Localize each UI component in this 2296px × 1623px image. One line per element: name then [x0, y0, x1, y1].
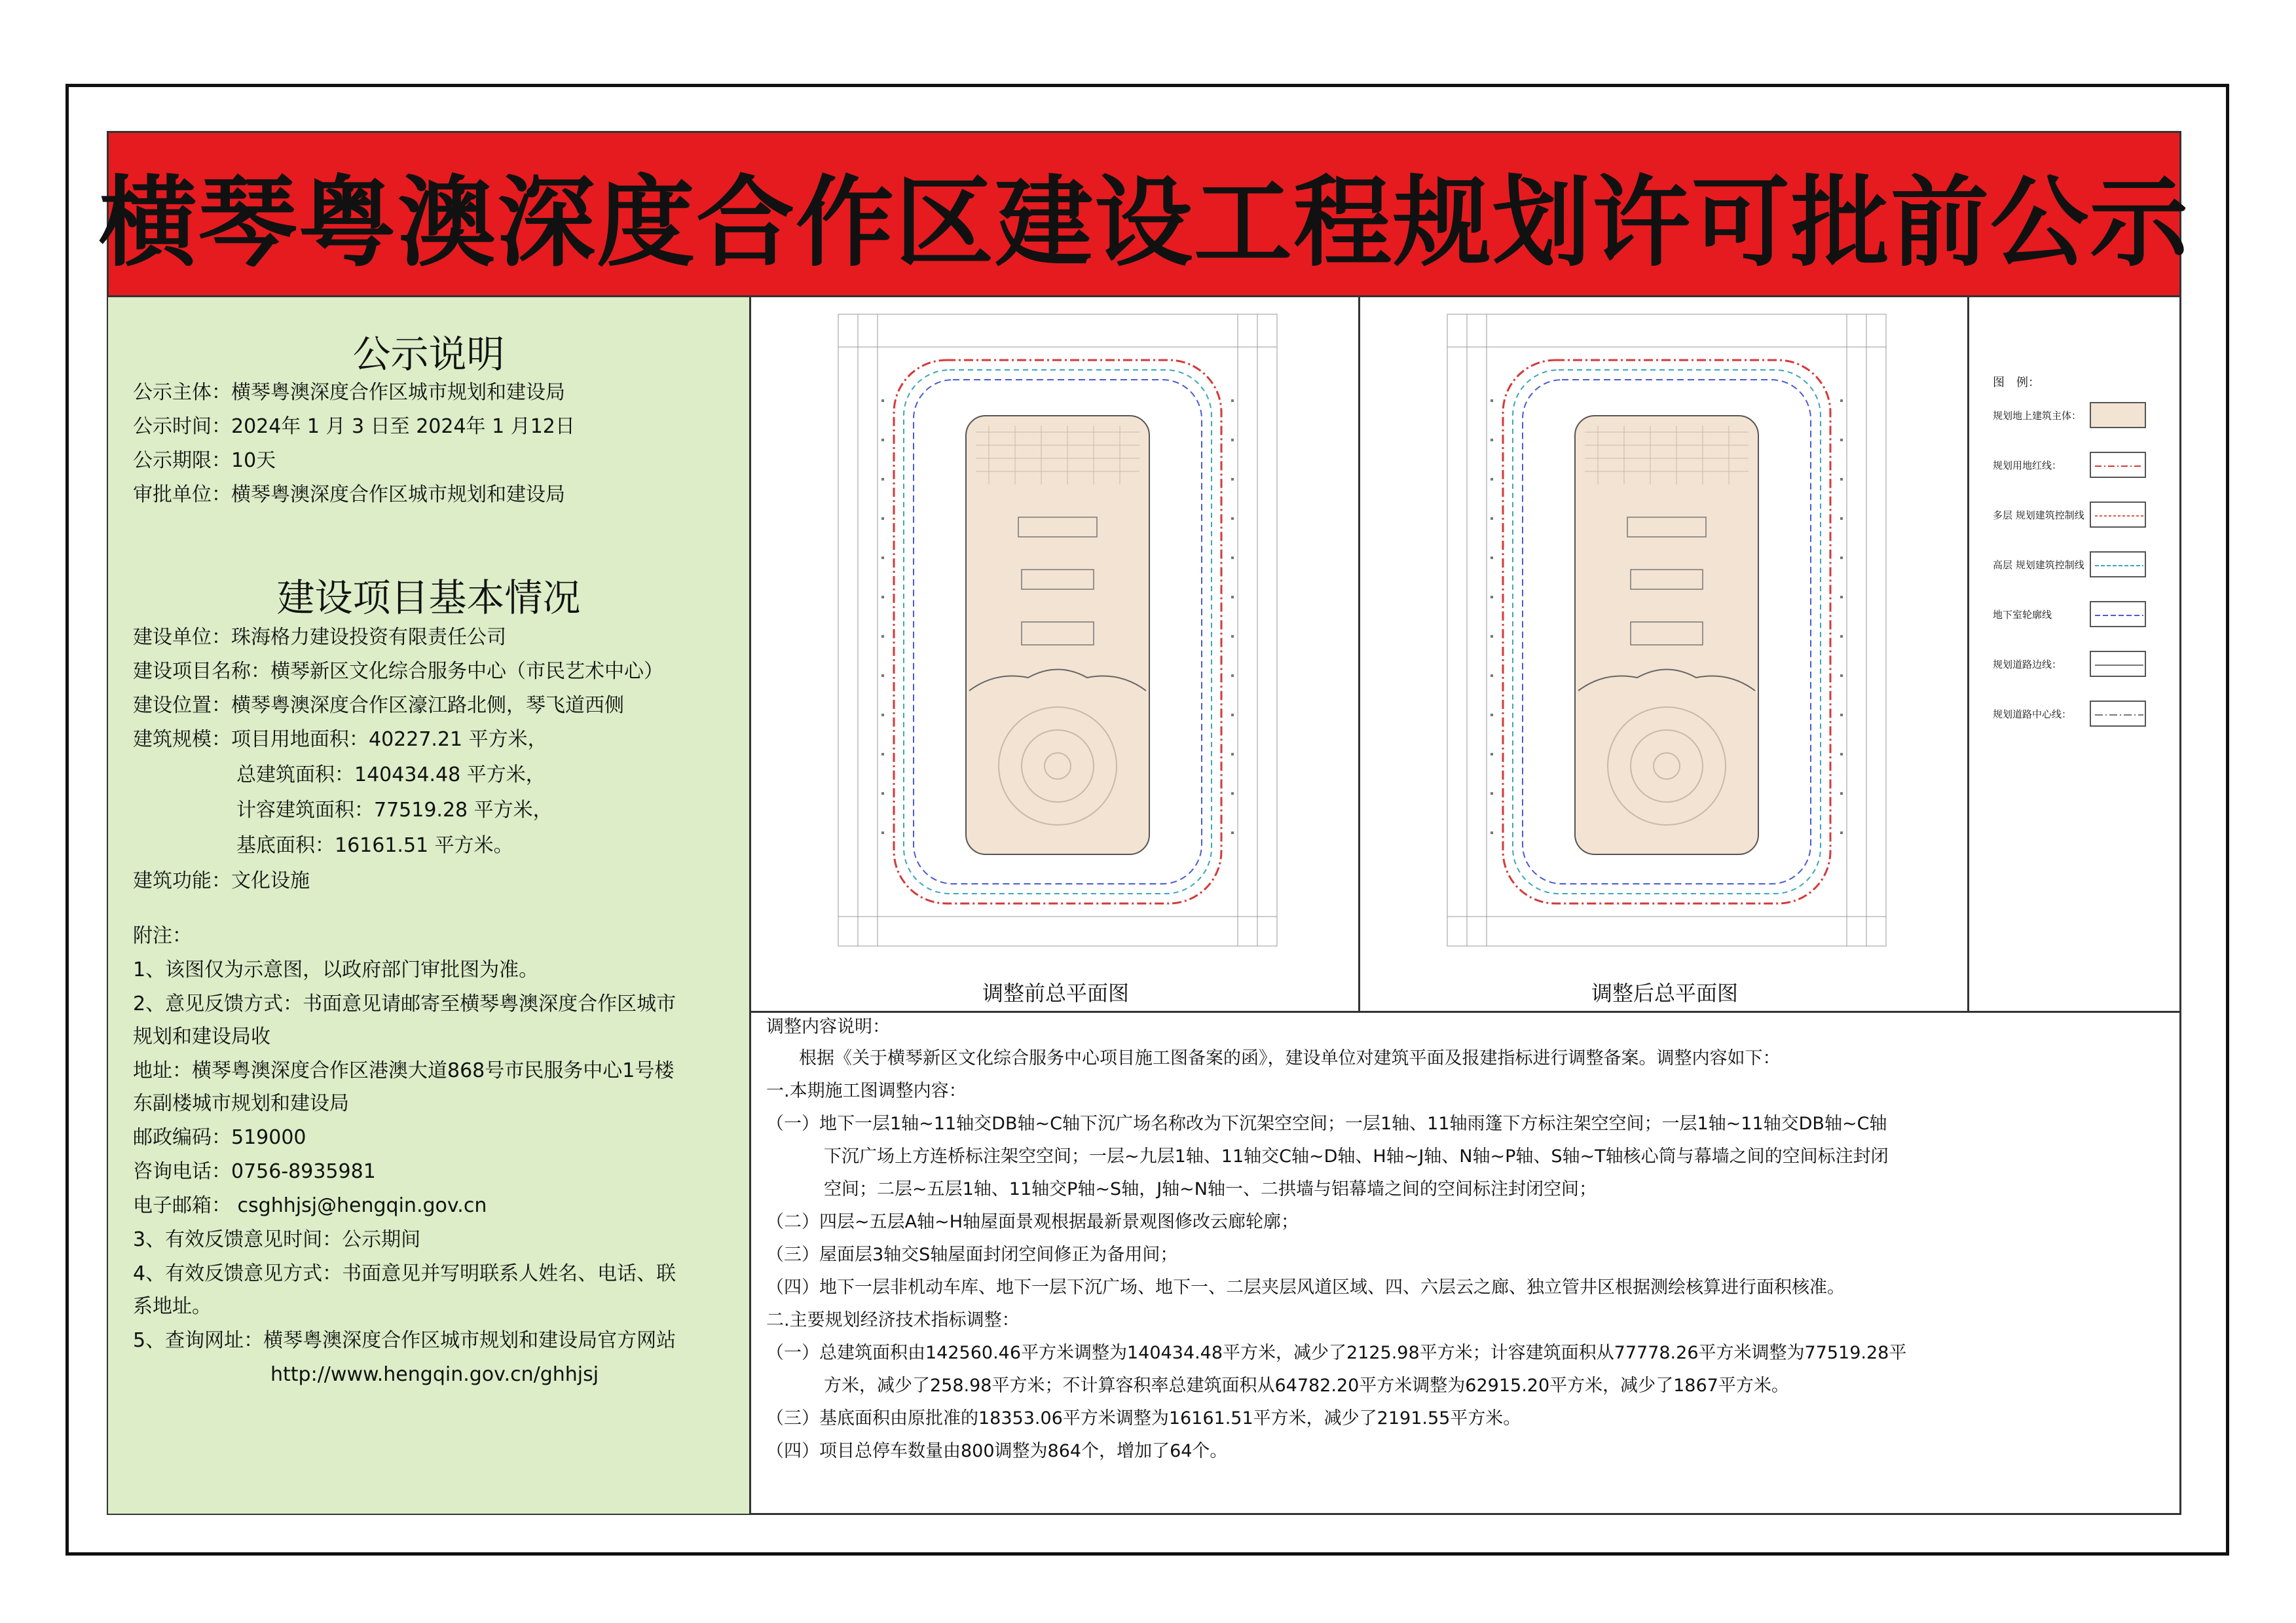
appendix-postcode: 邮政编码：519000	[133, 1126, 306, 1149]
adjust-section-2: 二.主要规划经济技术指标调整：	[766, 1310, 1020, 1330]
legend-swatch-multi	[2090, 501, 2146, 528]
legend-item-high: 高层 规划建筑控制线	[1993, 559, 2084, 571]
legend-item-roadedge: 规划道路边线：	[1993, 659, 2062, 670]
project-heading: 建设项目基本情况	[276, 575, 581, 620]
adjust-item: （二）四层~五层A轴~H轴屋面景观根据最新景观图修改云廊轮廓；	[766, 1212, 1299, 1232]
site-plan-before	[832, 308, 1284, 953]
plan-drawing	[1447, 314, 1886, 946]
plan-before-caption: 调整前总平面图	[982, 981, 1129, 1006]
appendix-line: 2、意见反馈方式：书面意见请邮寄至横琴粤澳深度合作区城市	[133, 993, 676, 1015]
project-function: 建筑功能：文化设施	[133, 869, 310, 892]
adjust-item: 空间；二层~五层1轴、11轴交P轴~S轴，J轴~N轴一、二拱墙与铝幕墙之间的空间标注封闭空间；	[824, 1179, 1597, 1199]
legend-swatch-basement	[2090, 601, 2146, 627]
project-far-area: 计容建筑面积：77519.28 平方米，	[236, 799, 553, 822]
appendix-url: http://www.hengqin.gov.cn/ghhjsj	[270, 1363, 599, 1386]
adjust-section-1: 一.本期施工图调整内容：	[766, 1081, 967, 1101]
appendix-address: 东副楼城市规划和建设局	[133, 1092, 349, 1115]
appendix-heading: 附注：	[133, 924, 192, 947]
appendix-address: 地址：横琴粤澳深度合作区港澳大道868号市民服务中心1号楼	[133, 1059, 675, 1082]
appendix-line: 系地址。	[133, 1295, 212, 1318]
adjust-intro: 根据《关于横琴新区文化综合服务中心项目施工图备案的函》，建设单位对建筑平面及报建指标进行调整备案。调整内容如下：	[799, 1048, 1781, 1068]
adjust-item: （一）地下一层1轴~11轴交DB轴~C轴下沉广场名称改为下沉架空空间；一层1轴、11轴雨篷下方标注架空空间；一层1轴~11轴交DB轴~C轴	[766, 1114, 1887, 1134]
appendix-line: 4、有效反馈意见方式：书面意见并写明联系人姓名、电话、联	[133, 1262, 676, 1285]
notice-line: 公示主体：横琴粤澳深度合作区城市规划和建设局	[133, 381, 565, 404]
info-panel	[108, 297, 751, 1514]
appendix-line: 1、该图仅为示意图，以政府部门审批图为准。	[133, 958, 539, 981]
appendix-line: 5、查询网址：横琴粤澳深度合作区城市规划和建设局官方网站	[133, 1329, 676, 1352]
project-builder: 建设单位：珠海格力建设投资有限责任公司	[133, 626, 506, 649]
adjust-item: （四）项目总停车数量由800调整为864个，增加了64个。	[766, 1441, 1228, 1461]
site-plan-after	[1441, 308, 1893, 953]
legend-swatch-roadcenter	[2090, 701, 2146, 727]
legend-item-roadcenter: 规划道路中心线：	[1993, 708, 2072, 720]
adjust-item: 方米，减少了258.98平方米；不计算容积率总建筑面积从64782.20平方米调整为62915.20平方米，减少了1867平方米。	[824, 1376, 1789, 1396]
plan-after-caption: 调整后总平面图	[1591, 981, 1738, 1006]
project-location: 建设位置：横琴粤澳深度合作区濠江路北侧，琴飞道西侧	[133, 694, 624, 717]
legend-title: 图 例：	[1993, 376, 2040, 390]
appendix-line: 规划和建设局收	[133, 1025, 270, 1048]
adjust-item: （三）屋面层3轴交S轴屋面封闭空间修正为备用间；	[766, 1245, 1178, 1265]
notice-heading: 公示说明	[352, 332, 505, 376]
appendix-email: 电子邮箱： csghhjsj@hengqin.gov.cn	[133, 1194, 487, 1217]
project-name: 建设项目名称：横琴新区文化综合服务中心（市民艺术中心）	[133, 660, 663, 683]
appendix-phone: 咨询电话：0756-8935981	[133, 1160, 376, 1183]
adjust-item: （三）基底面积由原批准的18353.06平方米调整为16161.51平方米，减少了2191.55平方米。	[766, 1408, 1521, 1429]
project-total-area: 总建筑面积：140434.48 平方米，	[236, 763, 546, 786]
legend-swatch-roadedge	[2090, 651, 2146, 677]
adjust-item: （四）地下一层非机动车库、地下一层下沉广场、地下一、二层夹层风道区域、四、六层云之廊、独立管井区根据测绘核算进行面积核准。	[766, 1277, 1845, 1298]
title-banner	[99, 131, 2190, 297]
notice-line: 公示时间：2024年 1 月 3 日至 2024年 1 月12日	[133, 415, 575, 438]
legend-item-redline: 规划用地红线：	[1993, 460, 2062, 471]
project-scale: 建筑规模：项目用地面积：40227.21 平方米，	[133, 728, 547, 751]
adjust-title: 调整内容说明：	[766, 1017, 890, 1037]
page-title: 横琴粤澳深度合作区建设工程规划许可批前公示	[99, 166, 2190, 280]
legend-swatch-redline	[2090, 452, 2146, 478]
legend-item-basement: 地下室轮廓线	[1993, 609, 2052, 621]
project-base-area: 基底面积：16161.51 平方米。	[236, 834, 513, 857]
notice-line: 审批单位：横琴粤澳深度合作区城市规划和建设局	[133, 483, 565, 506]
adjustment-notes	[765, 1012, 2173, 1509]
plan-drawing	[838, 314, 1277, 946]
legend-swatch-high	[2090, 551, 2146, 577]
legend-item-building: 规划地上建筑主体：	[1993, 410, 2082, 422]
adjust-item: （一）总建筑面积由142560.46平方米调整为140434.48平方米，减少了2125.98平方米；计容建筑面积从77778.26平方米调整为77519.28平	[766, 1343, 1907, 1363]
appendix-line: 3、有效反馈意见时间：公示期间	[133, 1228, 421, 1251]
legend-item-multi: 多层 规划建筑控制线	[1993, 509, 2084, 521]
notice-line: 公示期限：10天	[133, 449, 276, 472]
adjust-item: 下沉广场上方连桥标注架空空间；一层~九层1轴、11轴交C轴~D轴、H轴~J轴、N轴~P轴、S轴~T轴核心筒与幕墙之间的空间标注封闭	[824, 1146, 1889, 1167]
legend-swatch-building	[2090, 402, 2146, 428]
